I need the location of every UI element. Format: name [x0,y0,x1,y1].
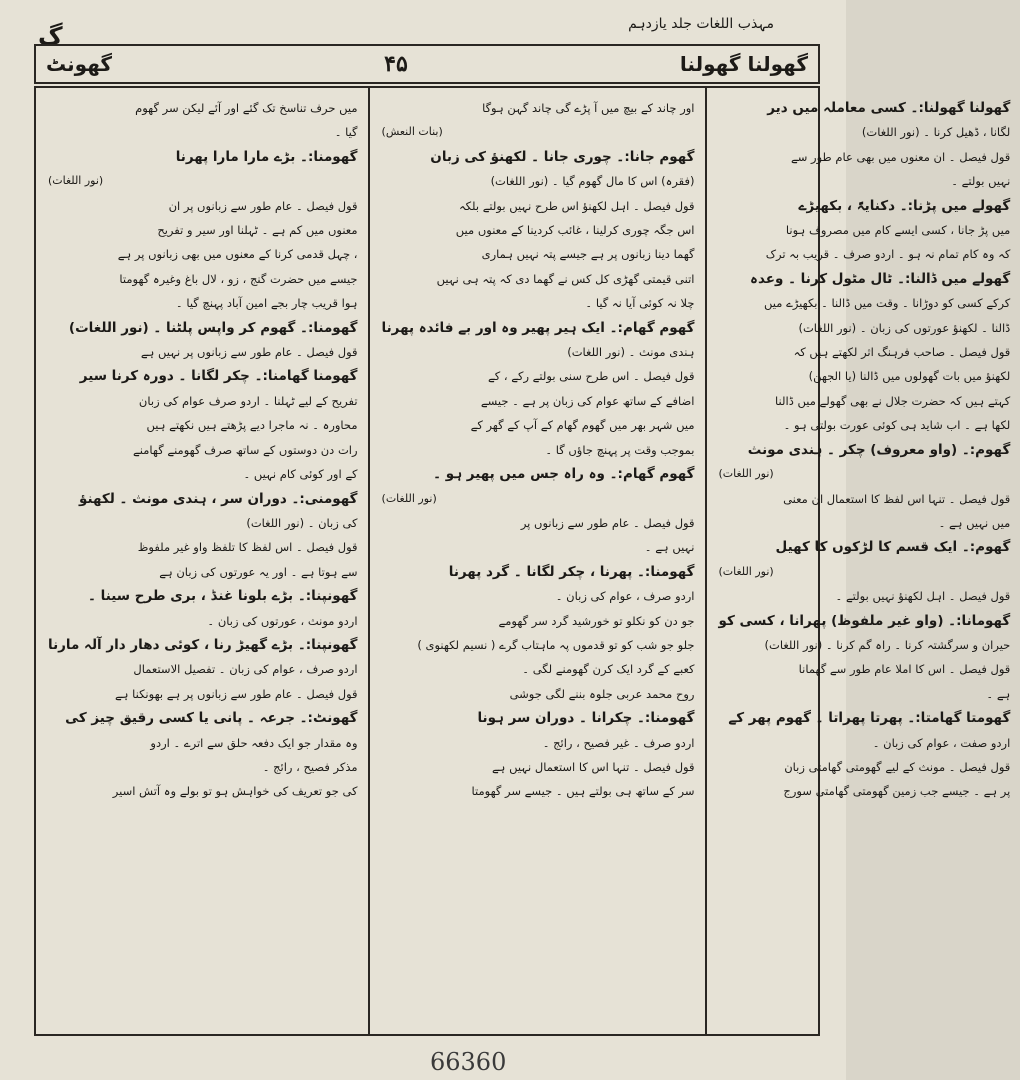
text-line: ہے ۔ [986,686,1011,701]
text-line: قول فیصل ۔ عام طور سے زبانوں پر ہے بھونکنا ہے [114,686,358,701]
text-line: ، چہل قدمی کرنا کے معنوں میں بھی زبانوں پر ہے [117,247,358,262]
text-line: اردو صفت ، عوام کی زبان ۔ [872,735,1011,750]
text-line: معنوں میں کم ہے ۔ ٹہلنا اور سیر و تفریح [157,223,358,238]
text-line: کے اور کوئی کام نہیں ۔ [243,467,358,482]
entry-headword-line: گھومنا:۔ گھوم کر واپس پلٹنا ۔ (نور اللغات) [68,319,358,336]
text-line: پر ہے ۔ جیسے جب زمین گھومتی گھامتی سورج [783,784,1011,799]
text-line: بموجب وقت پر پہنچ جاؤں گا ۔ [545,442,695,457]
entry-headword-line: گھونپنا:۔ بڑے بلونا غنڈ ، بری طرح سینا ۔ [88,588,358,605]
column-right [705,88,1020,1034]
entry-headword-line: گھومنا:۔ پھرنا ، چکر لگانا ۔ گرد پھرنا [448,563,695,580]
entry-headword-line: گھومنی:۔ دوران سر ، ہندی مونث ۔ لکھنؤ [79,490,358,507]
column-left [36,88,368,1034]
text-line: جو دن کو نکلو تو خورشید گرد سر گھومے [498,613,695,628]
entry-headword-line: گھومانا:۔ (واو غیر ملفوظ) پھرانا ، کسی کو [718,612,1011,629]
text-line: اردو مونث ، عورتوں کی زبان ۔ [207,613,358,628]
text-line: سر کے ساتھ ہی بولتے ہیں ۔ جیسے سر گھومتا [471,784,695,799]
source-citation-line: (نور اللغات) [718,467,774,481]
text-line: قول فیصل ۔ صاحب فرہنگ اثر لکھتے ہیں کہ [793,345,1011,360]
text-line: قول فیصل ۔ اس لفظ کا تلفظ واو غیر ملفوظ [137,540,358,555]
text-line: اور چاند کے بیچ میں آ پڑے گی چاند گہن ہوگا [482,101,695,115]
text-line: اس جگہ چوری کرلینا ، غائب کردینا کے معنوں میں [455,223,695,238]
text-line: تفریح کے لیے ٹہلنا ۔ اردو صرف عوام کی زبان [138,393,358,408]
entry-headword-line: گھونپنا:۔ بڑے گھیڑ رنا ، کوئی دھار دار آلہ مارنا [48,636,358,653]
text-line: نہیں بولتے ۔ [951,174,1011,189]
entry-headword-line: گھوم گھام:۔ ایک ہیر پھیر وہ اور بے فائدہ پھرنا [381,319,695,336]
text-line: میں پڑ جانا ، کسی ایسے کام میں مصروف ہونا [785,223,1011,238]
text-line: سے ہوتا ہے ۔ اور یہ عورتوں کی زبان ہے [159,564,358,579]
source-citation-line: (نور اللغات) [381,491,437,505]
text-line: ہندی مونث ۔ (نور اللغات) [567,345,695,360]
text-line: چلا نہ کوئی آیا نہ گیا ۔ [585,296,695,311]
text-line: اضافے کے ساتھ عوام کی زبان پر ہے ۔ جیسے [480,393,695,408]
entry-headword-line: گھولے میں ڈالنا:۔ ٹال مٹول کرنا ۔ وعدہ [750,270,1011,287]
handwritten-top-note: مہذب اللغات جلد یازدہم [628,16,774,32]
text-line: وہ مقدار جو ایک دفعہ حلق سے اترے ۔ اردو [150,735,358,750]
text-line: قول فیصل ۔ اہل لکھنؤ نہیں بولتے ۔ [835,589,1011,604]
entry-headword-line: گھوم جانا:۔ چوری جانا ۔ لکھنؤ کی زبان [430,148,695,165]
entry-headword-line: گھوم:۔ ایک قسم کا لڑکوں کا کھیل [775,539,1011,556]
entry-headword-line: گھومنا:۔ بڑے مارا مارا پھرنا [175,148,358,165]
text-frame [34,86,1011,1036]
header-left-word: گھونٹ [46,52,113,76]
text-line: رات دن دوستوں کے ساتھ صرف گھومنے گھامنے [133,442,358,457]
text-line: کی جو تعریف کی خواہش ہو تو بولے وہ آتش اسیر [112,784,358,799]
entry-headword-line: گھولنا گھولنا:۔ کسی معاملہ میں دیر [767,100,1011,116]
entry-headword-line: گھومتا گھامتا:۔ پھرتا پھراتا ۔ گھوم پھر کے [728,710,1011,727]
text-line: لگانا ، ڈھیل کرنا ۔ (نور اللغات) [861,125,1011,140]
text-line: کہتے ہیں کہ حضرت جلال نے بھی گھولے میں ڈالنا [775,393,1011,408]
text-line: کہ وہ کام تمام نہ ہو ۔ اردو صرف ۔ قریب بہ ترک [765,247,1011,262]
text-line: میں حرف تناسخ تک گئے اور آئے لیکن سر گھوم [135,101,358,115]
text-line: قول فیصل ۔ تنہا اس لفظ کا استعمال ان معنی [783,491,1011,506]
text-line: اردو صرف ، عوام کی زبان ۔ [555,589,695,604]
text-line: گھما دینا زبانوں پر ہے جیسے پتہ نہیں ہماری [481,247,695,262]
text-line: حیران و سرگشتہ کرنا ۔ راہ گم کرنا ۔ (نور اللغات) [764,637,1011,652]
source-citation-line: (نور اللغات) [718,564,774,578]
handwritten-corner-letter: گ [38,22,63,50]
text-line: قول فیصل ۔ اس کا املا عام طور سے گھمانا [798,662,1011,677]
entry-headword-line: گھومنا:۔ چکرانا ۔ دوران سر ہونا [477,710,695,727]
text-line: روح محمد عربی جلوہ بننے لگی جوشی [509,686,695,701]
text-line: قول فیصل ۔ تنہا اس کا استعمال نہیں ہے [491,759,695,774]
entry-headword-line: گھولے میں پڑنا:۔ دکنایہً ، بکھیڑے [798,197,1011,214]
text-line: گیا ۔ [334,125,358,140]
text-line: قول فیصل ۔ عام طور سے زبانوں پر نہیں ہے [140,345,358,360]
text-line: میں شہر بھر میں گھوم گھام کے آپ کے گھر کے [470,418,695,433]
text-line: (فقرہ) اس کا مال گھوم گیا ۔ (نور اللغات) [490,174,695,189]
column-middle [368,88,705,1034]
entry-headword-line: گھونٹ:۔ جرعہ ۔ پانی یا کسی رقیق چیز کی [65,710,358,727]
text-line: قول فیصل ۔ عام طور سے زبانوں پر [520,515,695,530]
text-line: کرکے کسی کو دوڑانا ۔ وقت میں ڈالنا ۔ بکھیڑے میں [764,296,1011,311]
source-citation-line: (بنات النعش) [381,125,443,139]
entry-headword-line: گھوم گھام:۔ وہ راہ جس میں پھیر ہو ۔ [433,466,695,483]
text-line: محاورہ ۔ نہ ماجرا دیے پڑھتے ہیں نکھتے ہیں [146,418,358,433]
page-header [34,44,820,84]
entry-headword-line: گھوم:۔ (واو معروف) چکر ۔ ہندی مونث [747,441,1011,458]
text-line: لکھنؤ میں بات گھولوں میں ڈالنا (یا الجھن) [808,369,1011,384]
text-line: کی زبان ۔ (نور اللغات) [246,515,358,530]
text-line: جیسے میں حضرت گنج ، زو ، لال باغ وغیرہ گھومتا [119,271,358,286]
text-line: نہیں ہے ۔ [644,540,695,555]
text-line: قول فیصل ۔ مونث کے لیے گھومتی گھامتی زبان [784,759,1011,774]
text-line: قول فیصل ۔ عام طور سے زبانوں پر ان [168,198,358,213]
text-line: اتنی قیمتی گھڑی کل کس نے گھما دی کہ پتہ ہی نہیں [436,271,695,286]
text-line: قول فیصل ۔ اہل لکھنؤ اس طرح نہیں بولتے بلکہ [458,198,695,213]
handwritten-footer-number: 66360 [430,1048,507,1076]
source-citation-line: (نور اللغات) [48,174,104,188]
text-line: مذکر فصیح ، رائج ۔ [262,759,358,774]
text-line: ڈالنا ۔ لکھنؤ عورتوں کی زبان ۔ (نور اللغات) [798,320,1011,335]
header-right-word: گھولنا گھولنا [679,52,808,76]
text-line: میں نہیں ہے ۔ [938,515,1011,530]
text-line: قول فیصل ۔ اس طرح سنی بولتے رکے ، کے [488,369,695,384]
text-line: کعبے کے گرد ایک کرن گھومنے لگی ۔ [522,662,695,677]
text-line: اردو صرف ۔ غیر فصیح ، رائج ۔ [542,735,695,750]
text-line: جلو جو شب کو تو قدموں پہ ماہتاب گرے ( نسیم لکھنوی ) [417,637,695,652]
entry-headword-line: گھومنا گھامنا:۔ چکر لگانا ۔ دورہ کرنا سیر [79,368,358,385]
text-line: قول فیصل ۔ ان معنوں میں بھی عام طور سے [791,149,1011,164]
text-line: لکھا ہے ۔ اب شاید ہی کوئی عورت بولتی ہو ۔ [783,418,1011,433]
text-line: اردو صرف ، عوام کی زبان ۔ تفصیل الاستعمال [133,662,358,677]
page-number: ۴۵ [384,51,408,77]
text-line: ہوا قریب چار بجے امین آباد پہنچ گیا ۔ [175,296,358,311]
